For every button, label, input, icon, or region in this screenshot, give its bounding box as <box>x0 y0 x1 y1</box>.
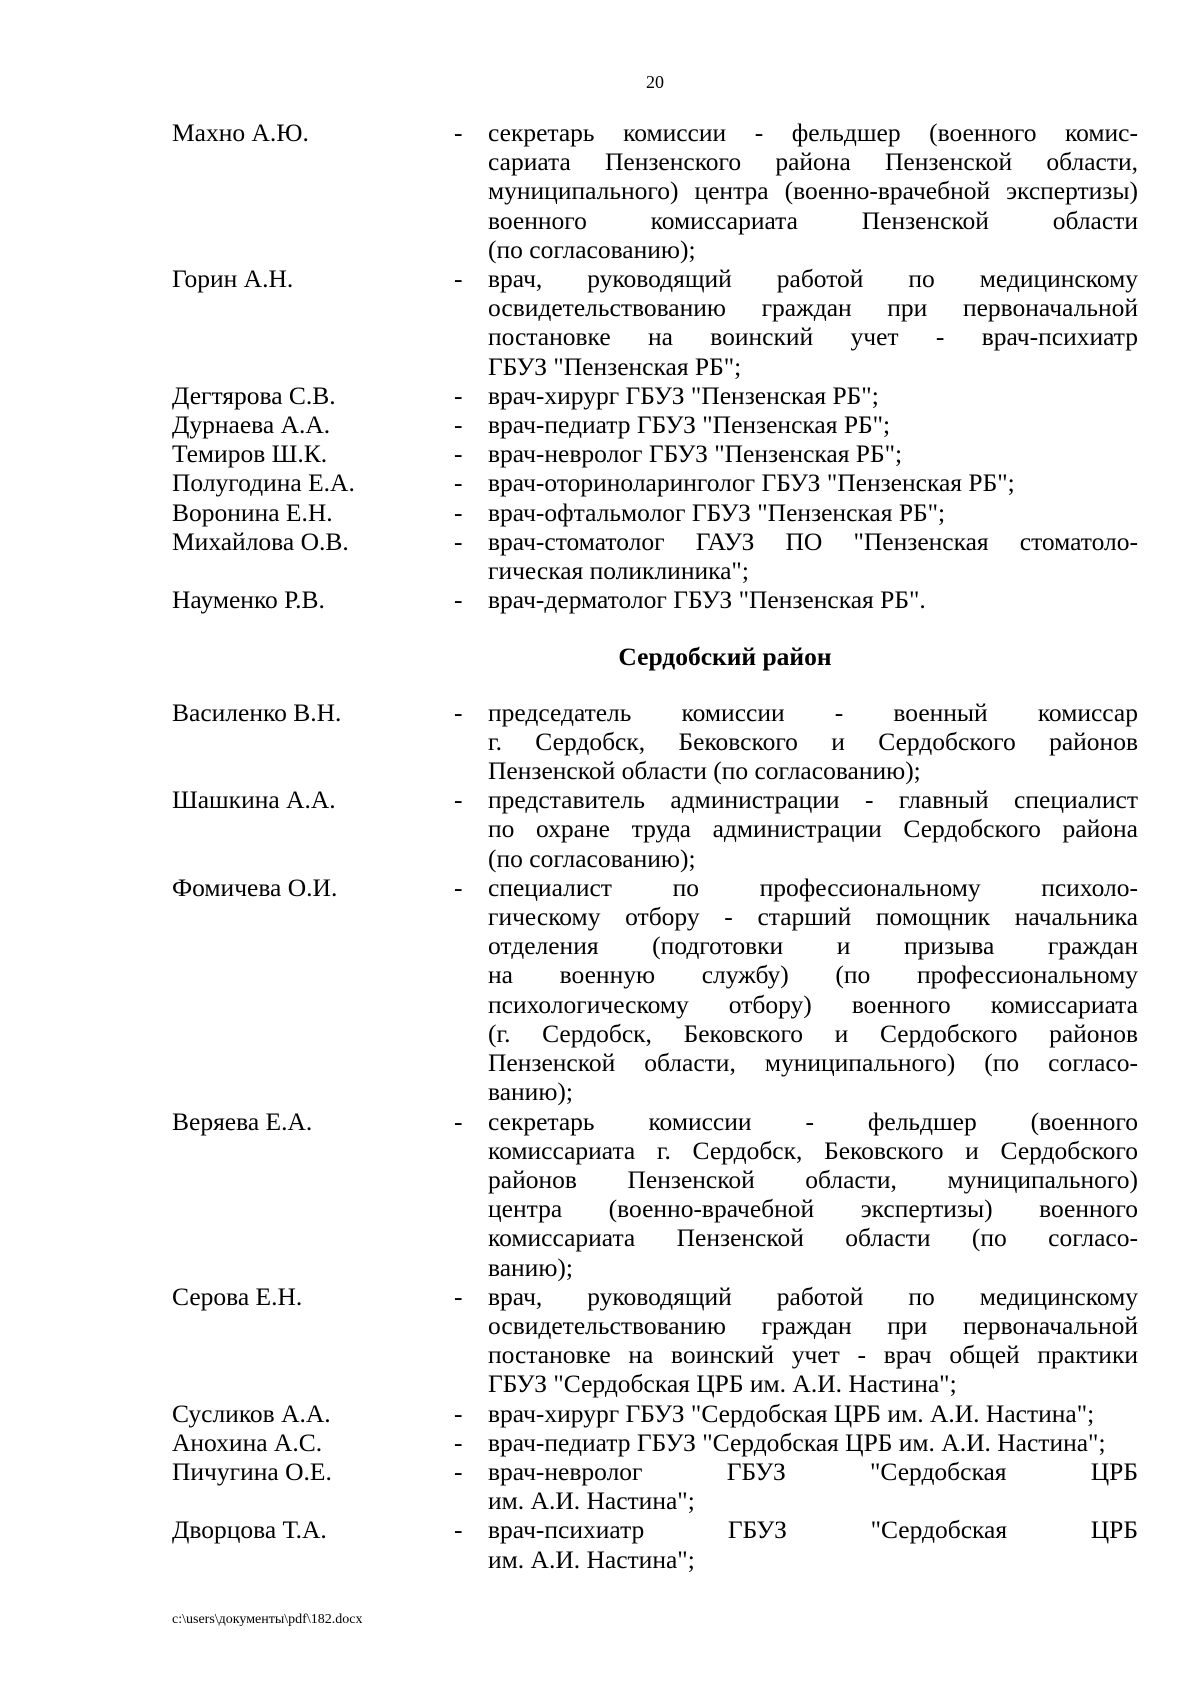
member-role-line: им. А.И. Настина"; <box>488 1544 695 1574</box>
member-role-line: врач-дерматолог ГБУЗ "Пензенская РБ". <box>488 585 926 615</box>
member-role <box>488 1457 1138 1515</box>
member-role-line: ванию); <box>488 1077 573 1107</box>
member-role <box>488 264 1138 381</box>
member-role <box>488 468 1138 497</box>
member-role-line: Пензенской области, муниципального) (по согласо- <box>488 1048 1138 1078</box>
member-role <box>488 1399 1138 1428</box>
member-name: Дворцова Т.А. <box>172 1515 327 1545</box>
member-dash: - <box>454 697 463 727</box>
member-role-line: специалист по профессиональному психоло- <box>488 872 1138 902</box>
member-dash: - <box>454 410 463 440</box>
member-role-line: ГБУЗ "Сердобская ЦРБ им. А.И. Настина"; <box>488 1369 957 1399</box>
member-role-line: муниципального) центра (военно-врачебной экспертизы) <box>488 176 1138 206</box>
member-name: Дегтярова С.В. <box>172 380 336 410</box>
member-role <box>488 439 1138 468</box>
member-row <box>172 1107 1138 1282</box>
member-role-line: врач-невролог ГБУЗ "Пензенская РБ"; <box>488 439 903 469</box>
member-role-line: ванию); <box>488 1252 573 1282</box>
member-role-line: гическому отбору - старший помощник начальника <box>488 902 1138 932</box>
member-dash: - <box>454 1427 463 1457</box>
member-role <box>488 118 1138 264</box>
member-role <box>488 873 1138 1107</box>
member-role-line: представитель администрации - главный специалист <box>488 785 1138 815</box>
member-role-line: постановке на воинский учет - врач общей практики <box>488 1340 1138 1370</box>
member-role <box>488 698 1138 786</box>
member-name: Махно А.Ю. <box>172 118 309 147</box>
member-role-line: им. А.И. Настина"; <box>488 1486 695 1516</box>
member-role-line: на военную службу) (по профессиональному <box>488 960 1138 990</box>
member-row <box>172 1457 1138 1515</box>
member-role-line: психологическому отбору) военного комиссариата <box>488 989 1138 1019</box>
member-role-line: (по согласованию); <box>488 234 696 264</box>
member-row <box>172 439 1138 468</box>
member-row <box>172 873 1138 1107</box>
member-name: Серова Е.Н. <box>172 1281 303 1311</box>
member-name: Фомичева О.И. <box>172 872 338 902</box>
member-name: Полугодина Е.А. <box>172 468 355 498</box>
member-role <box>488 527 1138 585</box>
member-role <box>488 785 1138 873</box>
member-dash: - <box>454 526 463 556</box>
member-role <box>488 1107 1138 1282</box>
member-role-line: постановке на воинский учет - врач-психиатр <box>488 322 1138 352</box>
member-name: Дурнаева А.А. <box>172 410 331 440</box>
commission-list-serdobsk-district <box>172 698 1138 1574</box>
member-dash: - <box>454 118 463 147</box>
member-role-line: центра (военно-врачебной экспертизы) военного <box>488 1194 1138 1224</box>
member-row <box>172 381 1138 410</box>
member-dash: - <box>454 497 463 527</box>
member-row <box>172 118 1138 264</box>
member-name: Василенко В.Н. <box>172 697 342 727</box>
member-name: Пичугина О.Е. <box>172 1456 332 1486</box>
member-role-line: врач-стоматолог ГАУЗ ПО "Пензенская стоматоло- <box>488 526 1138 556</box>
member-role <box>488 585 1138 614</box>
member-row <box>172 410 1138 439</box>
member-role-line: военного комиссариата Пензенской области <box>488 205 1138 235</box>
member-role-line: врач-психиатр ГБУЗ "Сердобская ЦРБ <box>488 1515 1138 1545</box>
member-role-line: комиссариата Пензенской области (по согласо- <box>488 1223 1138 1253</box>
member-role-line: секретарь комиссии - фельдшер (военного комис- <box>488 118 1138 147</box>
member-row <box>172 264 1138 381</box>
member-role-line: врач-педиатр ГБУЗ "Сердобская ЦРБ им. А.И. Настина"; <box>488 1427 1106 1457</box>
page-number: 20 <box>646 72 664 92</box>
member-row <box>172 1282 1138 1399</box>
member-role-line: врач-хирург ГБУЗ "Сердобская ЦРБ им. А.И. Настина"; <box>488 1398 1095 1428</box>
member-role-line: врач-хирург ГБУЗ "Пензенская РБ"; <box>488 380 879 410</box>
member-dash: - <box>454 1106 463 1136</box>
member-dash: - <box>454 872 463 902</box>
member-role-line: по охране труда администрации Сердобского района <box>488 814 1138 844</box>
member-name: Горин А.Н. <box>172 264 294 294</box>
member-role-line: Пензенской области (по согласованию); <box>488 756 921 786</box>
footer-file-path: c:\users\документы\pdf\182.docx <box>172 1612 363 1627</box>
member-role-line: (г. Сердобск, Бековского и Сердобского районов <box>488 1018 1138 1048</box>
member-dash: - <box>454 1515 463 1545</box>
member-dash: - <box>454 380 463 410</box>
member-row <box>172 1428 1138 1457</box>
member-role-line: г. Сердобск, Бековского и Сердобского районов <box>488 726 1138 756</box>
member-dash: - <box>454 468 463 498</box>
member-name: Веряева Е.А. <box>172 1106 313 1136</box>
member-dash: - <box>454 785 463 815</box>
member-name: Науменко Р.В. <box>172 585 325 615</box>
member-name: Михайлова О.В. <box>172 526 349 556</box>
member-role-line: освидетельствованию граждан при первоначальной <box>488 293 1138 323</box>
member-role <box>488 410 1138 439</box>
member-role-line: секретарь комиссии - фельдшер (военного <box>488 1106 1138 1136</box>
section-title: Сердобский район <box>618 642 832 672</box>
member-name: Шашкина А.А. <box>172 785 336 815</box>
member-role-line: врач, руководящий работой по медицинскому <box>488 1281 1138 1311</box>
member-role-line: врач-невролог ГБУЗ "Сердобская ЦРБ <box>488 1456 1138 1486</box>
member-role-line: (по согласованию); <box>488 843 696 873</box>
member-role-line: сариата Пензенского района Пензенской области, <box>488 147 1138 177</box>
member-role-line: врач-офтальмолог ГБУЗ "Пензенская РБ"; <box>488 497 946 527</box>
member-role-line: ГБУЗ "Пензенская РБ"; <box>488 351 742 381</box>
member-role <box>488 498 1138 527</box>
member-role-line: комиссариата г. Сердобск, Бековского и Сердобского <box>488 1135 1138 1165</box>
member-dash: - <box>454 439 463 469</box>
member-row <box>172 785 1138 873</box>
member-dash: - <box>454 1398 463 1428</box>
member-role-line: районов Пензенской области, муниципального) <box>488 1164 1138 1194</box>
member-role-line: врач-педиатр ГБУЗ "Пензенская РБ"; <box>488 410 891 440</box>
member-role-line: врач-оториноларинголог ГБУЗ "Пензенская РБ"; <box>488 468 1015 498</box>
member-name: Анохина А.С. <box>172 1427 323 1457</box>
member-row <box>172 1515 1138 1573</box>
member-row <box>172 698 1138 786</box>
member-role-line: председатель комиссии - военный комиссар <box>488 697 1138 727</box>
member-role-line: гическая поликлиника"; <box>488 556 749 586</box>
member-dash: - <box>454 1456 463 1486</box>
member-name: Сусликов А.А. <box>172 1398 331 1428</box>
member-row <box>172 585 1138 614</box>
member-role-line: врач, руководящий работой по медицинскому <box>488 264 1138 294</box>
member-role-line: отделения (подготовки и призыва граждан <box>488 931 1138 961</box>
member-row <box>172 468 1138 497</box>
member-role <box>488 381 1138 410</box>
commission-list-penza-district <box>172 118 1138 614</box>
member-dash: - <box>454 1281 463 1311</box>
member-role <box>488 1282 1138 1399</box>
member-row <box>172 1399 1138 1428</box>
member-row <box>172 498 1138 527</box>
member-row <box>172 527 1138 585</box>
member-role <box>488 1428 1138 1457</box>
member-name: Темиров Ш.К. <box>172 439 328 469</box>
member-dash: - <box>454 264 463 294</box>
member-role-line: освидетельствованию граждан при первоначальной <box>488 1310 1138 1340</box>
document-body <box>172 118 1138 1574</box>
member-name: Воронина Е.Н. <box>172 497 333 527</box>
member-dash: - <box>454 585 463 615</box>
member-role <box>488 1515 1138 1573</box>
